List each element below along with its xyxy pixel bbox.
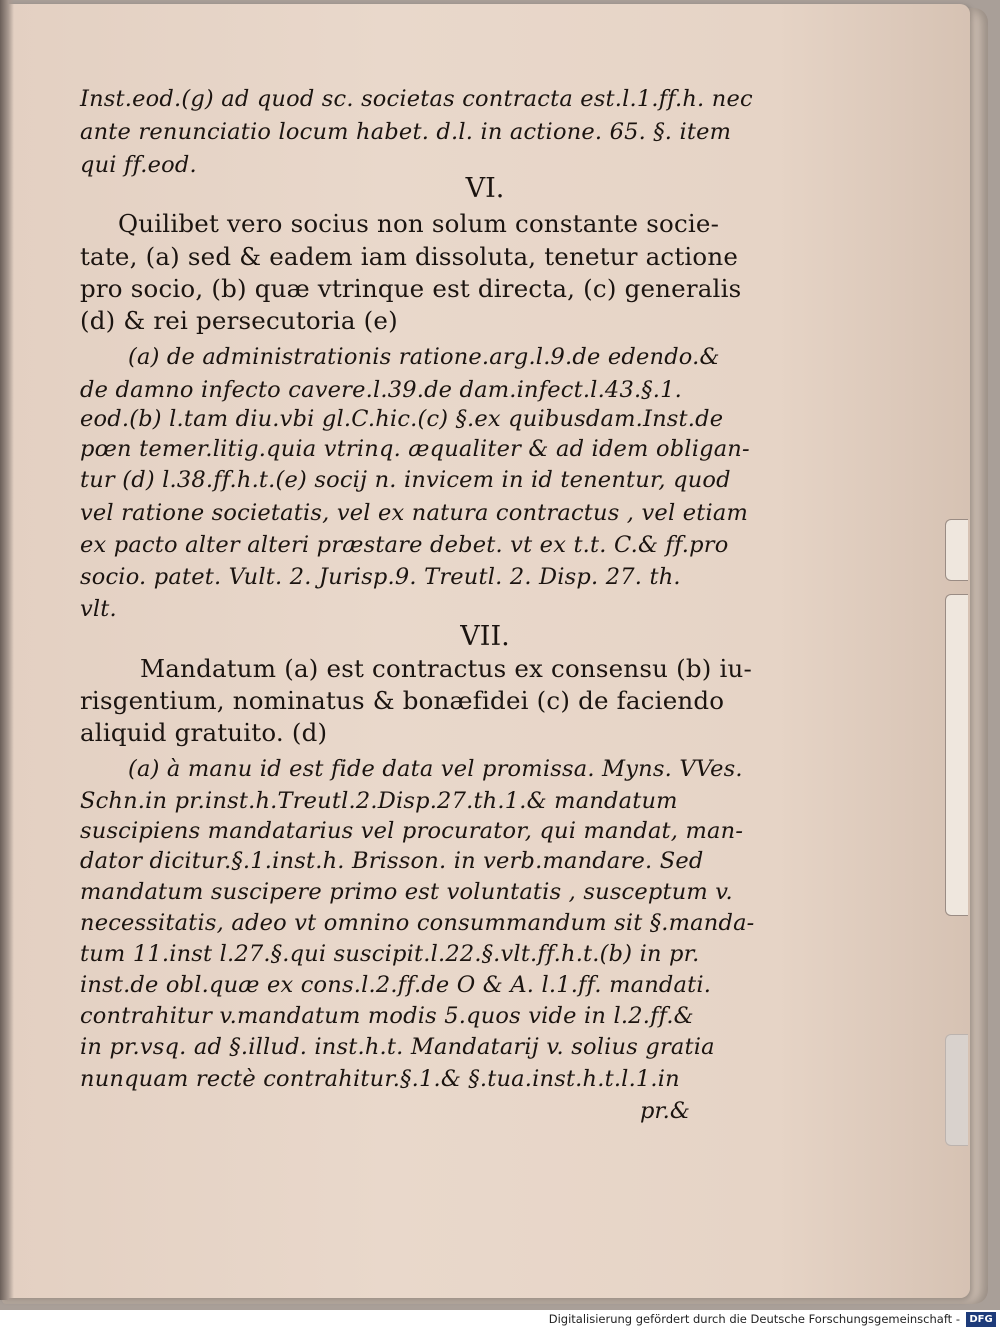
dfg-logo: DFG xyxy=(966,1312,996,1327)
text-line: vel ratione societatis, vel ex natura contractus , vel etiam xyxy=(80,500,748,526)
text-line: (a) à manu id est fide data vel promissa. Myns. VVes. xyxy=(128,756,743,782)
text-line: (d) & rei persecutoria (e) xyxy=(80,306,398,335)
page-text xyxy=(0,4,970,1298)
section-heading-vi: VI. xyxy=(465,173,505,204)
text-line: suscipiens mandatarius vel procurator, qui mandat, man- xyxy=(80,818,744,844)
text-line: Schn.in pr.inst.h.Treutl.2.Disp.27.th.1.& mandatum xyxy=(80,788,678,814)
text-line: vlt. xyxy=(80,596,117,622)
binding-edge xyxy=(0,0,14,1300)
text-line: Quilibet vero socius non solum constante socie- xyxy=(118,209,720,238)
text-line: tur (d) l.38.ff.h.t.(e) socij n. invicem in id tenentur, quod xyxy=(80,467,731,493)
text-line: aliquid gratuito. (d) xyxy=(80,718,328,747)
text-line: eod.(b) l.tam diu.vbi gl.C.hic.(c) §.ex quibusdam.Inst.de xyxy=(80,406,724,432)
text-line: pœn temer.litig.quia vtrinq. æqualiter & ad idem obligan- xyxy=(80,436,750,462)
section-heading-vii: VII. xyxy=(460,621,510,652)
text-line: dator dicitur.§.1.inst.h. Brisson. in verb.mandare. Sed xyxy=(80,848,704,874)
text-line: nunquam rectè contrahitur.§.1.& §.tua.inst.h.t.l.1.in xyxy=(80,1066,680,1092)
text-line: inst.de obl.quæ ex cons.l.2.ff.de O & A. l.1.ff. mandati. xyxy=(80,972,712,998)
text-line: necessitatis, adeo vt omnino consummandum sit §.manda- xyxy=(80,910,755,936)
text-line: ex pacto alter alteri præstare debet. vt ex t.t. C.& ff.pro xyxy=(80,532,729,558)
text-line: (a) de administrationis ratione.arg.l.9.de edendo.& xyxy=(128,344,720,370)
text-line: tum 11.inst l.27.§.qui suscipit.l.22.§.vlt.ff.h.t.(b) in pr. xyxy=(80,941,700,967)
text-line: Mandatum (a) est contractus ex consensu (b) iu- xyxy=(140,654,752,683)
book-page xyxy=(0,4,970,1298)
text-line: tate, (a) sed & eadem iam dissoluta, tenetur actione xyxy=(80,242,739,271)
text-line: risgentium, nominatus & bonæfidei (c) de faciendo xyxy=(80,686,725,715)
footer-bar xyxy=(0,1310,1000,1330)
text-line: Inst.eod.(g) ad quod sc. societas contracta est.l.1.ff.h. nec xyxy=(80,86,753,112)
text-line: contrahitur v.mandatum modis 5.quos vide in l.2.ff.& xyxy=(80,1003,694,1029)
text-line: ante renunciatio locum habet. d.l. in actione. 65. §. item xyxy=(80,119,732,145)
text-line: mandatum suscipere primo est voluntatis , susceptum v. xyxy=(80,879,733,905)
footer-credit: Digitalisierung gefördert durch die Deutsche Forschungsgemeinschaft - xyxy=(548,1312,960,1326)
text-line: socio. patet. Vult. 2. Jurisp.9. Treutl. 2. Disp. 27. th. xyxy=(80,564,681,590)
text-line: in pr.vsq. ad §.illud. inst.h.t. Mandatarij v. solius gratia xyxy=(80,1034,715,1060)
catchword: pr.& xyxy=(640,1098,690,1124)
text-line: qui ff.eod. xyxy=(80,152,197,178)
text-line: pro socio, (b) quæ vtrinque est directa, (c) generalis xyxy=(80,274,742,303)
text-line: de damno infecto cavere.l.39.de dam.infect.l.43.§.1. xyxy=(80,377,682,403)
